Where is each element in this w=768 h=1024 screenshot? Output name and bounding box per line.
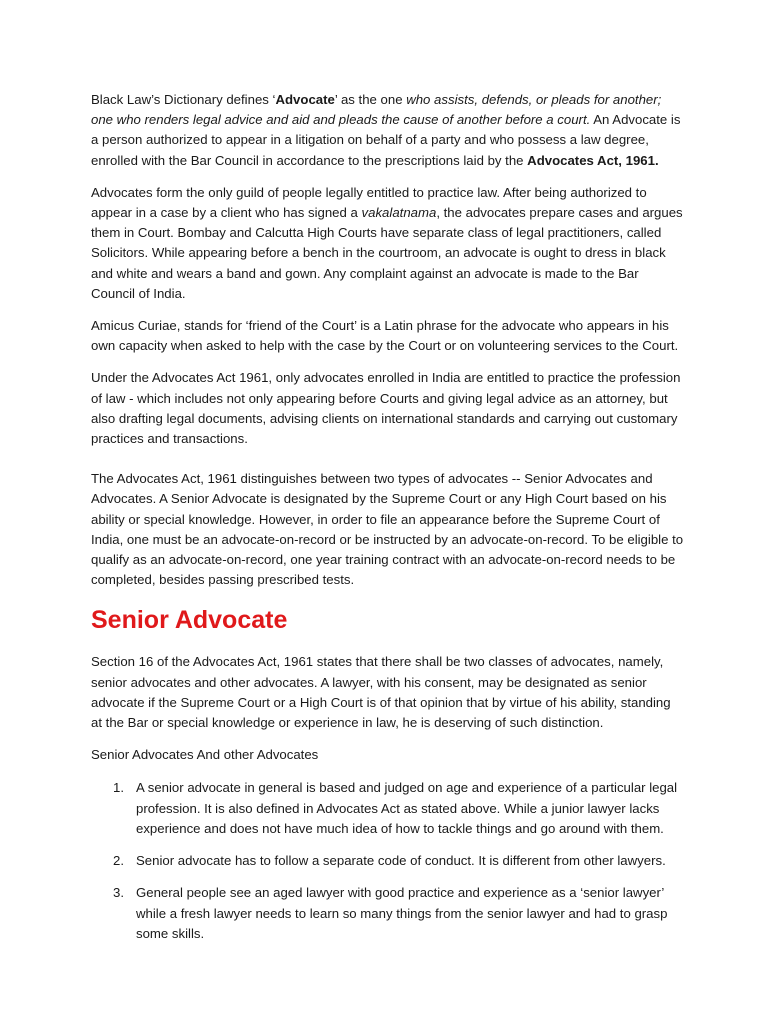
definition-quote: who assists, defends, or pleads for another; one who renders legal advice and aid and pleads the cause of another before a court. [91,92,662,128]
section-paragraph: Section 16 of the Advocates Act, 1961 states that there shall be two classes of advocates, namely, senior advocates and other advocates. A lawyer, with his consent, may be designated as senior advocate if the Supreme Court or a High Court is of that opinion that by virtue of his ability, standing at the Bar or special knowledge or experience in law, he is deserving of such distinction. [91,654,671,731]
definition-text-e: An Advocate is a person authorized to appear in a litigation on behalf of a party and who possess a law degree, enrolled with the Bar Council in accordance to the prescriptions laid by the [91,112,681,168]
intro-paragraph-types: The Advocates Act, 1961 distinguishes between two types of advocates -- Senior Advocates and Advocates. A Senior Advocate is designated by the Supreme Court or any High Court based on his ability or special knowledge. However, in order to file an appearance before the Supreme Court of India, one must be an advocate-on-record or be instructed by an advocate-on-record. To be eligible to qualify as an advocate-on-record, one year training contract with an advocate-on-record needs to be completed, besides passing prescribed tests. [91,471,684,588]
section-heading: Senior Advocate [91,606,288,635]
term-vakalatnama: vakalatnama [361,205,437,221]
definition-text-a: Black Law’s Dictionary defines ‘ [91,92,276,107]
list-item-text: Senior advocate has to follow a separate code of conduct. It is different from other lawyers. [136,853,666,869]
comparison-list [91,778,684,943]
definition-text-c: ’ as the one [334,92,407,107]
list-item [91,851,684,871]
guild-text-c: , the advocates prepare cases and argues them in Court. Bombay and Calcutta High Courts have separate class of legal practitioners, called Solicitors. While appearing before a bench in the courtroom, an advocate is ought to dress in black and white and wears a band and gown. Any complaint against an advocate is made to the Bar Council of India. [91,205,683,301]
term-advocate: Advocate [275,92,335,107]
intro-paragraph-amicus: Amicus Curiae, stands for ‘friend of the Court’ is a Latin phrase for the advocate who appears in his own capacity when asked to help with the case by the Court or on volunteering services to the Court. [91,318,679,354]
list-item-number: 1. [113,780,124,796]
guild-text-a: Advocates form the only guild of people legally entitled to practice law. After being authorized to appear in a case by a client who has signed a [91,184,647,221]
act-reference: Advocates Act, 1961. [527,152,659,168]
section-subtitle: Senior Advocates And other Advocates [91,747,319,763]
intro-paragraph-definition [91,90,684,171]
list-item [91,778,684,839]
list-item-number: 2. [113,853,124,869]
intro-paragraph-practice: Under the Advocates Act 1961, only advocates enrolled in India are entitled to practice the profession of law - which includes not only appearing before Courts and giving legal advice as an attorney, but also drafting legal documents, advising clients on international standards and carrying out customary practices and transactions. [91,370,681,447]
list-item [91,883,684,944]
intro-paragraph-guild [91,183,684,304]
list-item-number: 3. [113,885,124,901]
list-item-text: General people see an aged lawyer with good practice and experience as a ‘senior lawyer’ while a fresh lawyer needs to learn so many things from the senior lawyer and had to grasp some skills. [136,885,668,941]
list-item-text: A senior advocate in general is based and judged on age and experience of a particular legal profession. It is also defined in Advocates Act as stated above. While a junior lawyer lacks experience and does not have much idea of how to tackle things and go around with them. [136,780,678,836]
